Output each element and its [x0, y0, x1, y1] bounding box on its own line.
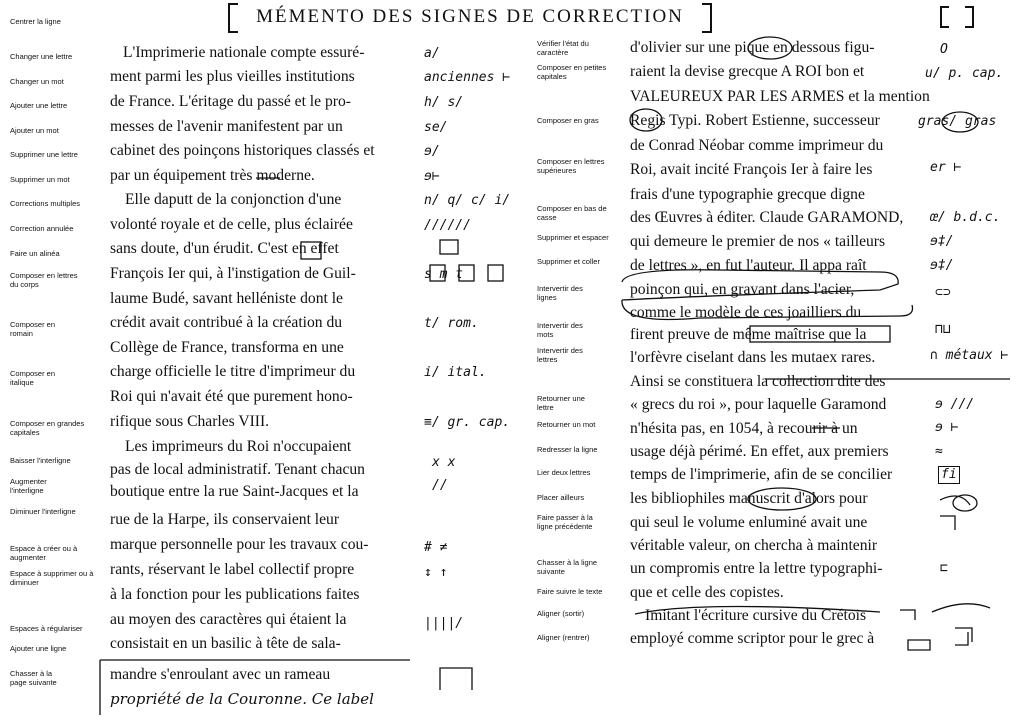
text-line: Elle daputt de la conjonction d'une: [125, 191, 342, 208]
text-line: firent preuve de même maîtrise que la: [630, 326, 867, 343]
mark: ⊂⊃: [935, 285, 951, 300]
mark: ≈: [935, 444, 943, 459]
label: Changer une lettre: [10, 52, 73, 61]
box-C: [301, 242, 321, 259]
mark: s m t: [424, 267, 464, 282]
text-line: des Œuvres à éditer. Claude GARAMOND,: [630, 209, 904, 226]
label: Retourner une lettre: [537, 394, 585, 412]
label: Composer en gras: [537, 116, 599, 125]
handwritten-line: propriété de la Couronne. Ce label: [110, 690, 374, 708]
mark: anciennes ⊢: [424, 70, 511, 85]
label: Espace à supprimer ou à diminuer: [10, 569, 94, 587]
text-line: d'olivier sur une pique en dessous figu-: [630, 39, 875, 56]
text-line: charge officielle le titre d'imprimeur du: [110, 363, 356, 380]
label: Intervertir des lettres: [537, 346, 583, 364]
label: Corrections multiples: [10, 199, 81, 208]
text-line: François Ier qui, à l'instigation de Guil-: [110, 265, 356, 282]
mark: ɘ‡/: [930, 234, 954, 249]
mark: ɘ ⊢: [935, 420, 959, 435]
label: Composer en lettres du corps: [10, 271, 78, 289]
mark: //////: [424, 218, 471, 233]
label: Aligner (sortir): [537, 609, 585, 618]
prev-line-mark: [940, 516, 955, 530]
label: Augmenter l'interligne: [10, 477, 47, 495]
text-line: de lettres », en fut l'auteur. Il appa raît: [630, 257, 867, 274]
label: Composer en bas de casse: [537, 204, 607, 222]
text-line: volonté royale et de celle, plus éclairée: [110, 216, 353, 233]
text-line: comme le modèle de ces joailliers du: [630, 304, 862, 321]
label: Composer en romain: [10, 320, 56, 338]
label: Correction annulée: [10, 224, 74, 233]
label: Composer en italique: [10, 369, 56, 387]
text-line: rifique sous Charles VIII.: [110, 413, 270, 430]
label: Ajouter une ligne: [10, 644, 67, 653]
text-line: messes de l'avenir manifestent par un: [110, 118, 343, 135]
text-line: n'hésita pas, en 1054, à recourir à un: [630, 420, 858, 437]
mark: ≡/ gr. cap.: [424, 415, 511, 430]
mark: ɘ⊢: [424, 169, 440, 184]
mark: t/ rom.: [424, 316, 479, 331]
text-line: au moyen des caractères qui étaient la: [110, 611, 347, 628]
label: Baisser l'interligne: [10, 456, 71, 465]
text-line: l'orfèvre ciselant dans les mutaex rares.: [630, 349, 876, 366]
label: Placer ailleurs: [537, 493, 585, 502]
mark: ⊓⊔: [935, 322, 951, 337]
text-line: de Conrad Néobar comme imprimeur du: [630, 137, 884, 154]
label: Supprimer et coller: [537, 257, 600, 266]
text-line: boutique entre la rue Saint-Jacques et la: [110, 483, 359, 500]
text-line: laume Budé, savant helléniste dont le: [110, 290, 343, 307]
text-line: raient la devise grecque A ROI bon et: [630, 63, 865, 80]
label: Faire passer à la ligne précédente: [537, 513, 593, 531]
label: Changer un mot: [10, 77, 64, 86]
mark: u/ p. cap.: [925, 66, 1004, 81]
text-line: marque personnelle pour les travaux cou-: [110, 536, 369, 553]
label: Faire suivre le texte: [537, 587, 603, 596]
mark: se/: [424, 120, 448, 135]
mark: i/ ital.: [424, 365, 487, 380]
word-swap: [750, 326, 890, 342]
text-line: Roi qui n'avait été que purement hono-: [110, 388, 353, 405]
mark: h/ s/: [424, 95, 464, 110]
mark: gras/ gras: [918, 114, 997, 129]
box-t: [488, 265, 503, 281]
mark: # ≠: [424, 540, 448, 555]
label: Espace à créer ou à augmenter: [10, 544, 78, 562]
label: Lier deux lettres: [537, 468, 591, 477]
mark: œ/ b.d.c.: [930, 210, 1001, 225]
text-line: employé comme scriptor pour le grec à: [630, 630, 875, 647]
text-line: à la fonction pour les publications faites: [110, 586, 360, 603]
text-line: Imitant l'écriture cursive du Crétois: [645, 607, 867, 624]
text-line: sans doute, d'un érudit. C'est en effet: [110, 240, 339, 257]
text-line: de France. L'éritage du passé et le pro-: [110, 93, 351, 110]
text-line: pas de local administratif. Tenant chacun: [110, 461, 365, 478]
label: Composer en grandes capitales: [10, 419, 85, 437]
text-line: « grecs du roi », pour laquelle Garamond: [630, 396, 887, 413]
text-line: mandre s'enroulant avec un rameau: [110, 666, 331, 683]
label: Intervertir des mots: [537, 321, 583, 339]
text-line: Roi, avait incité François Ier à faire les: [630, 161, 873, 178]
text-line: frais d'une typographie grecque digne: [630, 186, 865, 203]
text-line: Collège de France, transforma en une: [110, 339, 344, 356]
box-s: [430, 265, 445, 281]
text-line: VALEUREUX PAR LES ARMES et la mention: [630, 88, 930, 105]
text-line: qui seul le volume enluminé avait une: [630, 514, 868, 531]
box-m: [459, 265, 474, 281]
text-line: qui demeure le premier de nos « tailleurs: [630, 233, 886, 250]
mark: ɘ‡/: [930, 258, 954, 273]
text-line: cabinet des poinçons historiques classés et: [110, 142, 375, 159]
text-line: temps de l'imprimerie, afin de se concilier: [630, 466, 893, 483]
mark: O: [940, 42, 948, 57]
text-line: par un équipement très moderne.: [110, 167, 315, 184]
text-line: rue de la Harpe, ils conservaient leur: [110, 511, 340, 528]
text-line: poinçon qui, en gravant dans l'acier,: [630, 281, 855, 298]
text-line: rants, réservant le label collectif propre: [110, 561, 355, 578]
mark: ∩ métaux ⊢: [930, 348, 1009, 363]
mark: a/: [424, 46, 440, 61]
label: Vérifier l'état du caractère: [537, 39, 589, 57]
text-line: crédit avait contribué à la création du: [110, 314, 343, 331]
label: Retourner un mot: [537, 420, 596, 429]
mark: ↕ ↑: [424, 565, 448, 580]
chasser-mark: [440, 668, 472, 690]
title-text: MÉMENTO DES SIGNES DE CORRECTION: [256, 6, 684, 27]
text-line: véritable valeur, on chercha à maintenir: [630, 537, 878, 554]
text-line: que et celle des copistes.: [630, 584, 784, 601]
text-line: Regis Typi. Robert Estienne, successeur: [630, 112, 880, 129]
label: Chasser à la ligne suivante: [537, 558, 598, 576]
mark: ɘ/: [424, 144, 440, 159]
text-line: consistait en un basilic à tête de sala-: [110, 635, 341, 652]
text-line: Ainsi se constituera la collection dite des: [630, 373, 886, 390]
text-line: les bibliophiles manuscrit d'alors pour: [630, 490, 868, 507]
label: Ajouter une lettre: [10, 101, 68, 110]
mark: //: [432, 478, 448, 493]
label: Supprimer un mot: [10, 175, 70, 184]
label: Composer en petites capitales: [537, 63, 607, 81]
label-centrer: Centrer la ligne: [10, 17, 61, 26]
align-box: [908, 640, 930, 650]
label: Redresser la ligne: [537, 445, 598, 454]
label: Espaces à régulariser: [10, 624, 83, 633]
text-line: L'Imprimerie nationale compte essuré-: [123, 44, 365, 61]
mark: x x: [432, 455, 456, 470]
label: Diminuer l'interligne: [10, 507, 76, 516]
text-line: usage déjà périmé. En effet, aux premiers: [630, 443, 889, 460]
text-line: ment parmi les plus vieilles institutions: [110, 68, 355, 85]
label: Supprimer une lettre: [10, 150, 78, 159]
mark: ||||/: [424, 616, 464, 631]
label: Chasser à la page suivante: [10, 669, 57, 687]
alinea-mark: [440, 240, 458, 254]
label: Ajouter un mot: [10, 126, 59, 135]
text-line: un compromis entre la lettre typographi-: [630, 560, 883, 577]
text-line: Les imprimeurs du Roi n'occupaient: [125, 438, 352, 455]
line-swap: [622, 270, 898, 300]
label: Aligner (rentrer): [537, 633, 590, 642]
label: Composer en lettres supérieures: [537, 157, 605, 175]
mark: ⊏: [940, 561, 948, 576]
label: Supprimer et espacer: [537, 233, 609, 242]
mark: ɘ ///: [935, 397, 975, 412]
label: Intervertir des lignes: [537, 284, 583, 302]
label: Faire un alinéa: [10, 249, 60, 258]
mark: n/ q/ c/ i/: [424, 193, 511, 208]
mark: fi: [938, 466, 960, 484]
mark: er ⊢: [930, 160, 962, 175]
